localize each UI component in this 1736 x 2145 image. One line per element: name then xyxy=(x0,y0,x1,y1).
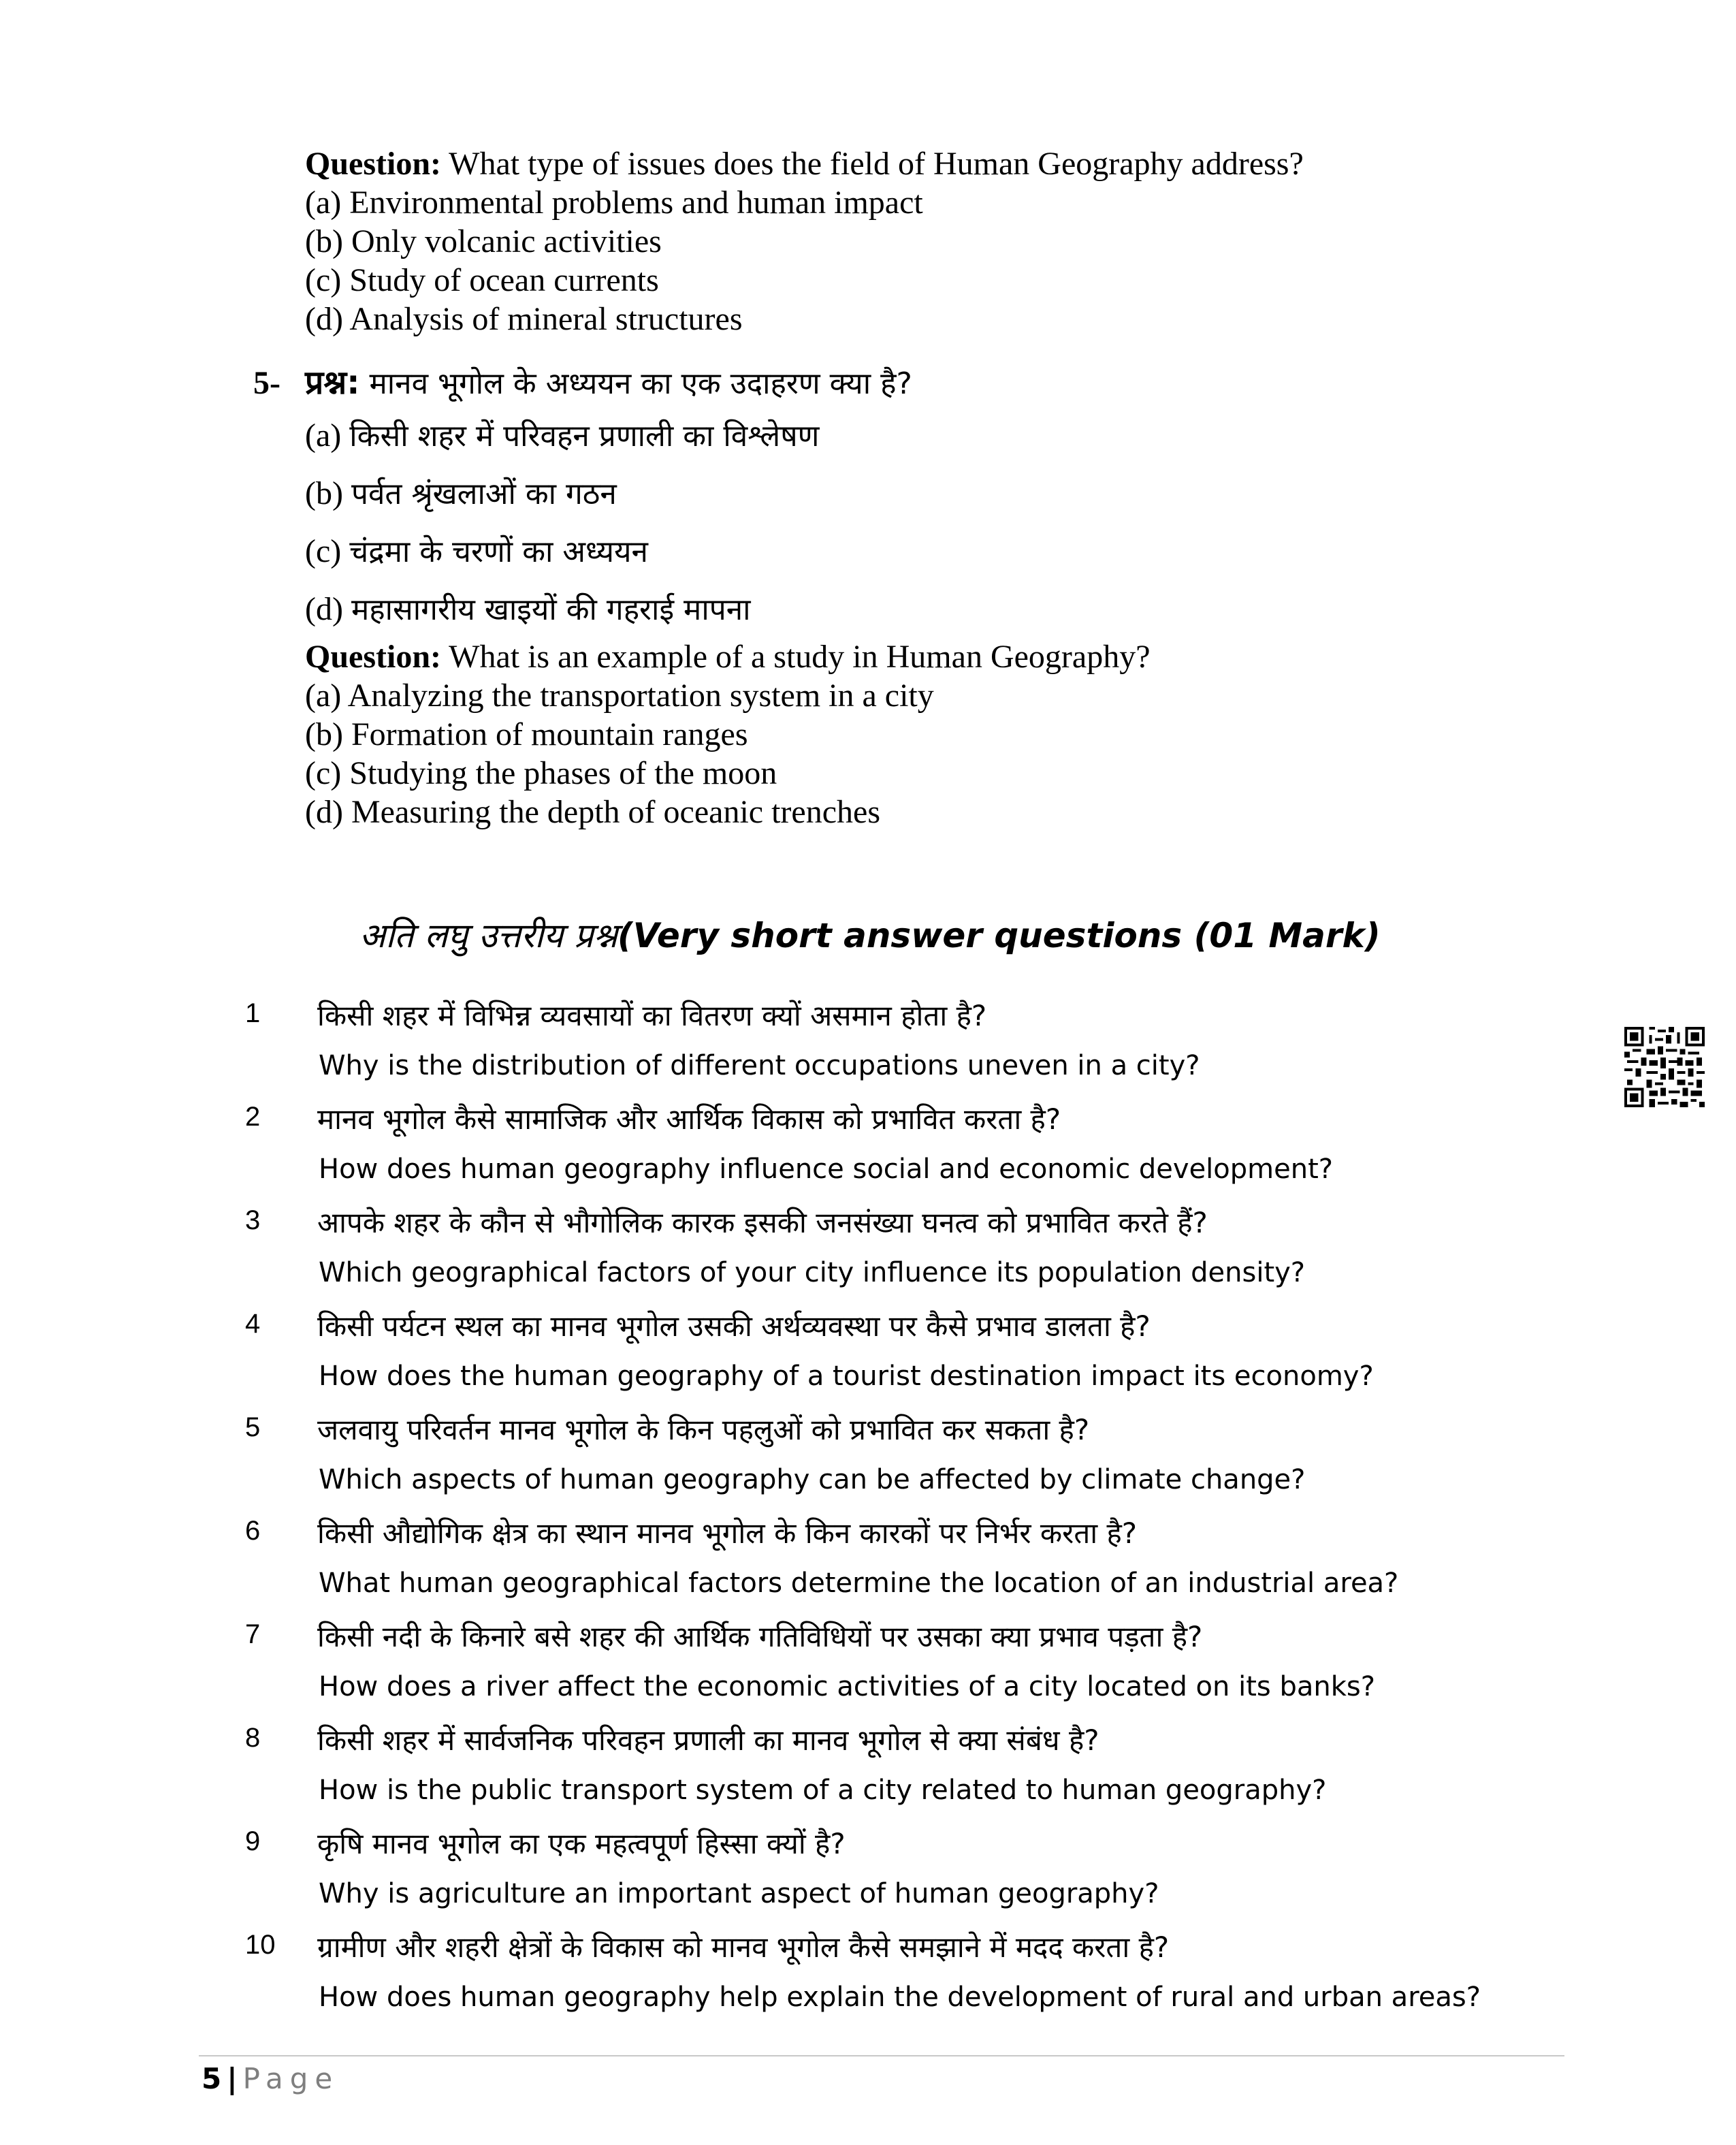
list-item xyxy=(245,1927,1525,2031)
item-number: 9 xyxy=(245,1826,261,1856)
item-hindi: किसी शहर में विभिन्न व्यवसायों का वितरण क्यों असमान होता है? xyxy=(317,999,987,1032)
option-text: पर्वत श्रृंखलाओं का गठन xyxy=(351,477,617,511)
item-english: What human geographical factors determine the location of an industrial area? xyxy=(319,1568,1399,1599)
item-english: How does a river affect the economic activities of a city located on its banks? xyxy=(319,1671,1375,1702)
option-text: चंद्रमा के चरणों का अध्ययन xyxy=(349,535,648,569)
item-number: 3 xyxy=(245,1205,261,1235)
list-item xyxy=(245,1306,1525,1410)
option-text: महासागरीय खाइयों की गहराई मापना xyxy=(351,592,751,627)
item-english: Which geographical factors of your city influence its population density? xyxy=(319,1257,1306,1288)
item-hindi: कृषि मानव भूगोल का एक महत्वपूर्ण हिस्सा क्यों है? xyxy=(317,1827,846,1860)
question-line xyxy=(253,360,1547,407)
option-letter: (c) xyxy=(305,533,350,569)
list-item xyxy=(245,1513,1525,1617)
item-hindi: किसी पर्यटन स्थल का मानव भूगोल उसकी अर्थव्यवस्था पर कैसे प्रभाव डालता है? xyxy=(317,1309,1151,1343)
item-number: 8 xyxy=(245,1723,261,1753)
page-footer xyxy=(202,2062,339,2095)
option-c: (c) Study of ocean currents xyxy=(305,262,659,298)
question-4-english xyxy=(305,144,1598,338)
item-number: 10 xyxy=(245,1930,276,1960)
item-english: Why is agriculture an important aspect of human geography? xyxy=(319,1878,1159,1909)
item-number: 4 xyxy=(245,1309,261,1339)
option-b: (b) Only volcanic activities xyxy=(305,223,662,259)
option-a xyxy=(253,407,1547,465)
section-heading-english: (Very short answer questions (01 Mark) xyxy=(617,916,1381,955)
question-label: प्रश्न: xyxy=(305,364,360,402)
item-number: 1 xyxy=(245,998,261,1028)
question-text: What is an example of a study in Human Geography? xyxy=(441,639,1151,675)
section-heading-hindi: अति लघु उत्तरीय प्रश्न xyxy=(359,916,617,955)
option-c xyxy=(253,523,1547,581)
option-letter: (a) xyxy=(305,417,350,454)
item-number: 7 xyxy=(245,1619,261,1649)
option-b xyxy=(253,465,1547,523)
item-number: 5 xyxy=(245,1412,261,1442)
question-label: Question: xyxy=(305,639,442,675)
item-hindi: किसी शहर में सार्वजनिक परिवहन प्रणाली का मानव भूगोल से क्या संबंध है? xyxy=(317,1723,1099,1757)
list-item xyxy=(245,1203,1525,1306)
option-a: (a) Environmental problems and human impact xyxy=(305,185,923,221)
item-number: 6 xyxy=(245,1516,261,1546)
list-item xyxy=(245,1410,1525,1513)
item-hindi: किसी औद्योगिक क्षेत्र का स्थान मानव भूगोल के किन कारकों पर निर्भर करता है? xyxy=(317,1516,1138,1550)
option-d: (d) Analysis of mineral structures xyxy=(305,301,743,337)
question-text: मानव भूगोल के अध्ययन का एक उदाहरण क्या है? xyxy=(359,366,912,401)
question-label: Question: xyxy=(305,146,442,182)
question-5-english xyxy=(305,637,1598,831)
item-hindi: मानव भूगोल कैसे सामाजिक और आर्थिक विकास को प्रभावित करता है? xyxy=(317,1102,1061,1136)
list-item xyxy=(245,1617,1525,1720)
page-number: 5 xyxy=(202,2062,222,2095)
option-c: (c) Studying the phases of the moon xyxy=(305,755,777,791)
item-english: How does the human geography of a tourist destination impact its economy? xyxy=(319,1361,1374,1392)
page-label: Page xyxy=(242,2062,340,2095)
question-line xyxy=(305,144,1598,183)
list-item xyxy=(245,1099,1525,1203)
option-d xyxy=(253,581,1547,639)
option-text: किसी शहर में परिवहन प्रणाली का विश्लेषण xyxy=(349,419,820,454)
item-hindi: किसी नदी के किनारे बसे शहर की आर्थिक गतिविधियों पर उसका क्या प्रभाव पड़ता है? xyxy=(317,1620,1203,1653)
option-b: (b) Formation of mountain ranges xyxy=(305,716,748,752)
item-english: How does human geography influence social and economic development? xyxy=(319,1154,1333,1185)
item-hindi: ग्रामीण और शहरी क्षेत्रों के विकास को मानव भूगोल कैसे समझाने में मदद करता है? xyxy=(317,1930,1170,1964)
option-letter: (d) xyxy=(305,591,351,627)
option-a: (a) Analyzing the transportation system in a city xyxy=(305,678,934,714)
item-number: 2 xyxy=(245,1102,261,1132)
footer-divider xyxy=(199,2055,1564,2056)
list-item xyxy=(245,1824,1525,1927)
item-english: Why is the distribution of different occupations uneven in a city? xyxy=(319,1050,1200,1081)
item-hindi: आपके शहर के कौन से भौगोलिक कारक इसकी जनसंख्या घनत्व को प्रभावित करते हैं? xyxy=(317,1206,1208,1239)
very-short-answer-list xyxy=(245,996,1525,2031)
option-letter: (b) xyxy=(305,475,351,511)
question-line xyxy=(305,637,1598,676)
qr-code-icon xyxy=(1624,1027,1705,1107)
item-english: Which aspects of human geography can be affected by climate change? xyxy=(319,1464,1306,1495)
question-text: What type of issues does the field of Human Geography address? xyxy=(441,146,1304,182)
item-english: How does human geography help explain the development of rural and urban areas? xyxy=(319,1982,1481,2013)
item-english: How is the public transport system of a city related to human geography? xyxy=(319,1775,1327,1806)
question-number: 5- xyxy=(253,365,280,401)
section-heading xyxy=(359,911,1653,957)
option-d: (d) Measuring the depth of oceanic trenches xyxy=(305,794,880,830)
question-5-hindi xyxy=(253,360,1547,639)
item-hindi: जलवायु परिवर्तन मानव भूगोल के किन पहलुओं को प्रभावित कर सकता है? xyxy=(317,1413,1090,1446)
footer-separator: | xyxy=(227,2062,238,2095)
list-item xyxy=(245,996,1525,1099)
list-item xyxy=(245,1720,1525,1824)
